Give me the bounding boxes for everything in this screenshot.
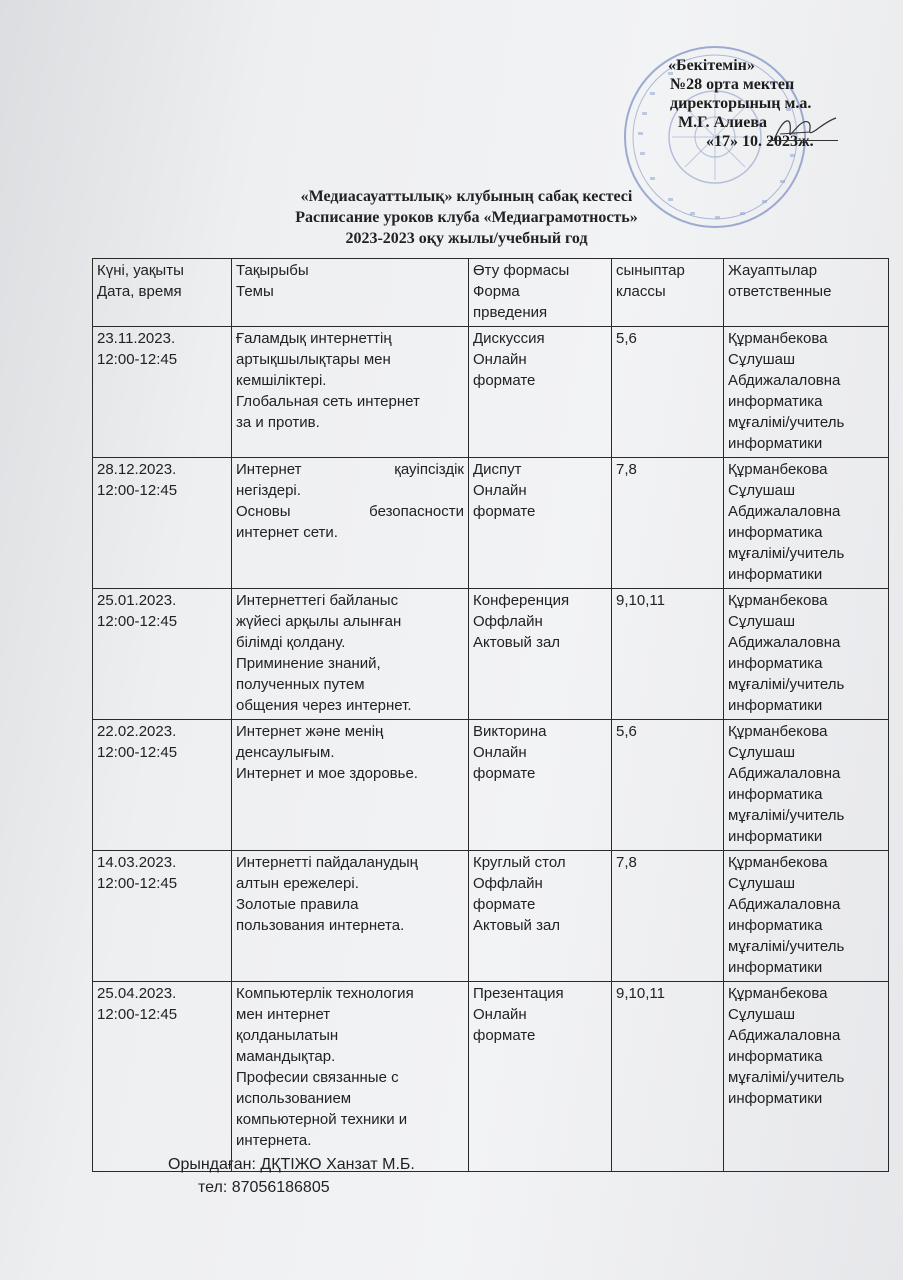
cell-topic: Интернет қауіпсіздік негіздері. Основы безопасности интернет сети.	[232, 458, 469, 589]
table-row	[93, 589, 889, 720]
header-responsible: Жауаптылар ответственные	[724, 259, 889, 327]
footer-block	[168, 1153, 415, 1199]
cell-responsible: Құрманбекова Сұлушаш Абдижалаловна информатика мұғалімі/учитель информатики	[724, 982, 889, 1172]
approval-date: «17» 10. 2023ж.	[706, 133, 814, 150]
table-header-row	[93, 259, 889, 327]
header-topic: Тақырыбы Темы	[232, 259, 469, 327]
cell-form: Конференция Оффлайн Актовый зал	[469, 589, 612, 720]
approval-director-name: М.Г. Алиева	[678, 114, 767, 131]
cell-responsible: Құрманбекова Сұлушаш Абдижалаловна информатика мұғалімі/учитель информатики	[724, 589, 889, 720]
title-russian: Расписание уроков клуба «Медиаграмотность»	[295, 209, 638, 226]
header-form: Өту формасы Форма прведения	[469, 259, 612, 327]
cell-topic: Компьютерлік технология мен интернет қолданылатын мамандықтар. Професии связанные с использованием компьютерной техники и интернета.	[232, 982, 469, 1172]
table-row	[93, 851, 889, 982]
approval-block	[668, 56, 888, 151]
cell-responsible: Құрманбекова Сұлушаш Абдижалаловна информатика мұғалімі/учитель информатики	[724, 458, 889, 589]
cell-form: Диспут Онлайн формате	[469, 458, 612, 589]
cell-date: 25.04.2023. 12:00-12:45	[93, 982, 232, 1172]
header-date: Күні, уақыты Дата, время	[93, 259, 232, 327]
cell-topic: Интернетті пайдаланудың алтын ережелері. Золотые правила пользования интернета.	[232, 851, 469, 982]
cell-form: Презентация Онлайн формате	[469, 982, 612, 1172]
approval-director-title: директорының м.а.	[670, 95, 812, 112]
title-academic-year: 2023-2023 оқу жылы/учебный год	[345, 230, 588, 247]
cell-date: 28.12.2023. 12:00-12:45	[93, 458, 232, 589]
cell-form: Круглый стол Оффлайн формате Актовый зал	[469, 851, 612, 982]
cell-classes: 5,6	[612, 327, 724, 458]
cell-classes: 9,10,11	[612, 589, 724, 720]
table-row	[93, 720, 889, 851]
cell-responsible: Құрманбекова Сұлушаш Абдижалаловна информатика мұғалімі/учитель информатики	[724, 720, 889, 851]
cell-responsible: Құрманбекова Сұлушаш Абдижалаловна информатика мұғалімі/учитель информатики	[724, 327, 889, 458]
cell-classes: 5,6	[612, 720, 724, 851]
cell-date: 25.01.2023. 12:00-12:45	[93, 589, 232, 720]
schedule-title-block	[0, 186, 903, 249]
performer-line: Орындаған: ДҚТІЖО Ханзат М.Б.	[168, 1156, 415, 1173]
cell-date: 23.11.2023. 12:00-12:45	[93, 327, 232, 458]
table-row	[93, 982, 889, 1172]
schedule-table	[92, 258, 889, 1172]
cell-form: Дискуссия Онлайн формате	[469, 327, 612, 458]
table-row	[93, 458, 889, 589]
cell-responsible: Құрманбекова Сұлушаш Абдижалаловна информатика мұғалімі/учитель информатики	[724, 851, 889, 982]
cell-date: 14.03.2023. 12:00-12:45	[93, 851, 232, 982]
cell-topic: Ғаламдық интернеттің артықшылықтары мен кемшіліктері. Глобальная сеть интернет за и против.	[232, 327, 469, 458]
cell-classes: 7,8	[612, 851, 724, 982]
header-classes: сыныптар классы	[612, 259, 724, 327]
title-kazakh: «Медиасауаттылық» клубының сабақ кестесі	[300, 188, 633, 205]
cell-form: Викторина Онлайн формате	[469, 720, 612, 851]
cell-classes: 9,10,11	[612, 982, 724, 1172]
table-row	[93, 327, 889, 458]
approval-school: №28 орта мектеп	[670, 76, 795, 93]
approval-heading: «Бекітемін»	[668, 57, 755, 74]
cell-date: 22.02.2023. 12:00-12:45	[93, 720, 232, 851]
cell-classes: 7,8	[612, 458, 724, 589]
cell-topic: Интернеттегі байланыс жүйесі арқылы алынған білімді қолдану. Приминение знаний, полученных путем общения через интернет.	[232, 589, 469, 720]
signature-line	[768, 140, 838, 141]
cell-topic: Интернет және менің денсаулығым. Интернет и мое здоровье.	[232, 720, 469, 851]
phone-line: тел: 87056186805	[198, 1179, 330, 1196]
